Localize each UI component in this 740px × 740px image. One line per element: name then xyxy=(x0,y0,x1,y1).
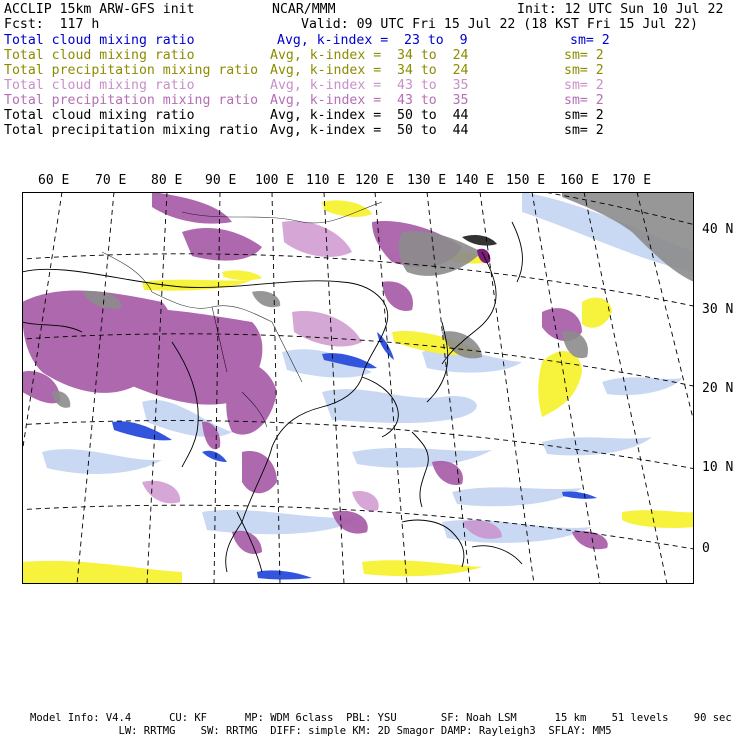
field-name: Total precipitation mixing ratio xyxy=(4,93,259,108)
longitude-label: 160 E xyxy=(560,173,600,188)
longitude-label: 90 E xyxy=(205,173,237,188)
field-range: Avg, k-index = 50 to 44 xyxy=(270,108,469,123)
field-name: Total cloud mixing ratio xyxy=(4,78,195,93)
longitude-label: 140 E xyxy=(455,173,495,188)
longitude-label: 150 E xyxy=(506,173,546,188)
longitude-label: 80 E xyxy=(151,173,183,188)
longitude-label: 60 E xyxy=(38,173,70,188)
field-range: Avg, k-index = 43 to 35 xyxy=(270,93,469,108)
latitude-label: 10 N xyxy=(702,460,734,475)
init-time: Init: 12 UTC Sun 10 Jul 22 xyxy=(517,2,724,17)
field-range: Avg, k-index = 50 to 44 xyxy=(270,123,469,138)
field-smoothing: sm= 2 xyxy=(564,93,604,108)
longitude-label: 170 E xyxy=(612,173,652,188)
field-range: Avg, k-index = 34 to 24 xyxy=(270,63,469,78)
field-smoothing: sm= 2 xyxy=(564,123,604,138)
field-name: Total precipitation mixing ratio xyxy=(4,63,259,78)
field-name: Total cloud mixing ratio xyxy=(4,48,195,63)
valid-time: Valid: 09 UTC Fri 15 Jul 22 (18 KST Fri 15 Jul 22) xyxy=(301,17,698,32)
longitude-label: 110 E xyxy=(306,173,346,188)
field-smoothing: sm= 2 xyxy=(564,108,604,123)
longitude-label: 70 E xyxy=(95,173,127,188)
map-panel xyxy=(22,192,694,584)
field-range: Avg, k-index = 23 to 9 xyxy=(277,33,468,48)
latitude-label: 40 N xyxy=(702,222,734,237)
field-name: Total cloud mixing ratio xyxy=(4,33,195,48)
model-info-line2: LW: RRTMG SW: RRTMG DIFF: simple KM: 2D Smagor DAMP: Rayleigh3 SFLAY: MM5 xyxy=(30,725,612,737)
latitude-label: 0 xyxy=(702,541,710,556)
latitude-label: 20 N xyxy=(702,381,734,396)
longitude-label: 120 E xyxy=(355,173,395,188)
field-name: Total cloud mixing ratio xyxy=(4,108,195,123)
field-range: Avg, k-index = 43 to 35 xyxy=(270,78,469,93)
forecast-hour: Fcst: 117 h xyxy=(4,17,100,32)
field-smoothing: sm= 2 xyxy=(564,63,604,78)
field-smoothing: sm= 2 xyxy=(570,33,610,48)
latitude-label: 30 N xyxy=(702,302,734,317)
model-title: ACCLIP 15km ARW-GFS init xyxy=(4,2,195,17)
field-range: Avg, k-index = 34 to 24 xyxy=(270,48,469,63)
field-name: Total precipitation mixing ratio xyxy=(4,123,259,138)
longitude-label: 100 E xyxy=(255,173,295,188)
org-title: NCAR/MMM xyxy=(272,2,336,17)
longitude-label: 130 E xyxy=(407,173,447,188)
field-smoothing: sm= 2 xyxy=(564,48,604,63)
model-info-line1: Model Info: V4.4 CU: KF MP: WDM 6class PBL: YSU SF: Noah LSM 15 km 51 levels 90 sec xyxy=(30,712,732,724)
field-smoothing: sm= 2 xyxy=(564,78,604,93)
